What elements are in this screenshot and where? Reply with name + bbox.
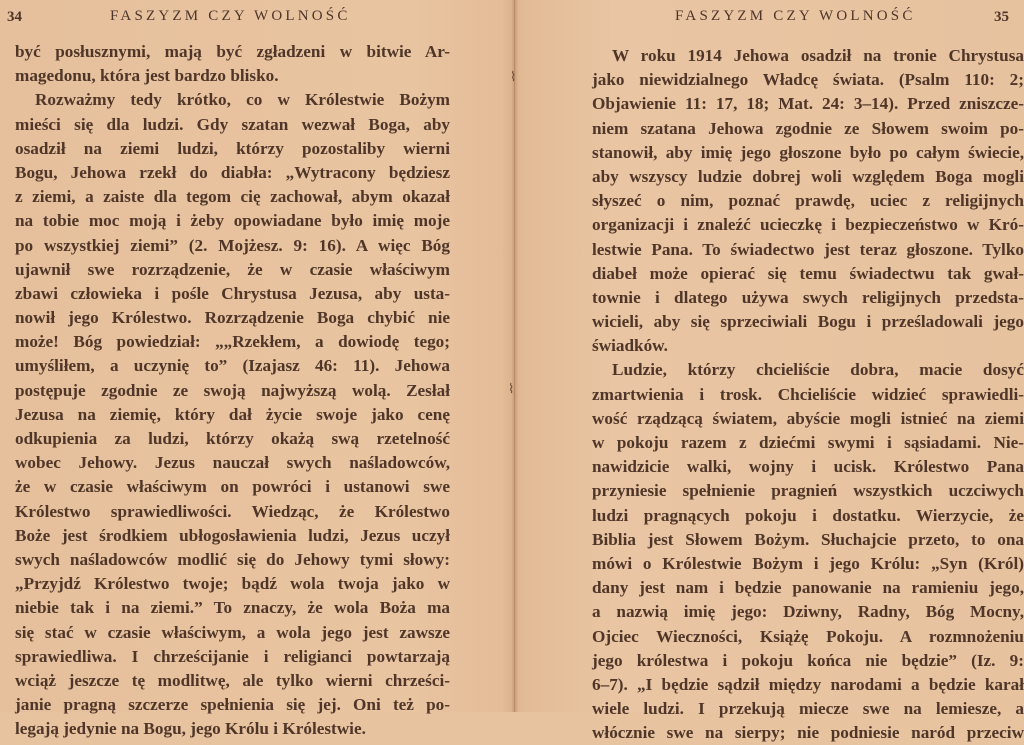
text-line: przyniesie spełnienie pragnień wszystkich uczciwych <box>592 481 1024 501</box>
text-line: że w czasie właściwym on powróci i ustanowi swe <box>15 477 450 497</box>
text-line: Objawienie 11: 17, 18; Mat. 24: 3–14). Przed zniszcze- <box>592 94 1024 114</box>
text-line: Boże jest środkiem ubłogosławienia ludzi, Jezus uczył <box>15 525 450 545</box>
text-line: w pokoju razem z dziećmi swymi i sąsiadami. Nie- <box>592 433 1024 452</box>
text-line: wobec Jehowy. Jezus nauczał swych naśladowców, <box>15 453 450 473</box>
text-line: włócznie swe na sierpy; nie podniesie naród przeciw <box>592 723 1024 743</box>
right-page-body-text <box>592 44 1024 745</box>
right-page <box>518 0 1024 743</box>
text-line: jego królestwa i pokoju końca nie będzie” (Iz. 9: <box>592 650 1024 670</box>
text-line: janie pragną szczerze spełnienia się jej. Oni też po- <box>15 695 450 715</box>
text-line: osadził na ziemi ludzi, którzy pozostaliby wierni <box>15 138 450 158</box>
text-line: się stać w czasie właściwym, a wola jego jest zawsze <box>15 622 450 642</box>
text-line: świadków. <box>592 336 668 356</box>
text-line: ludzi pragnących pokoju i dostatku. Wierzycie, że <box>592 505 1024 525</box>
text-line: Rozważmy tedy krótko, co w Królestwie Bożym <box>35 90 450 110</box>
text-line: dany jest nam i będzie panowanie na ramieniu jego, <box>592 578 1024 598</box>
text-line: lestwie Pana. To świadectwo jest teraz głoszone. Tylko <box>592 239 1024 259</box>
text-line: może! Bóg powiedział: „„Rzekłem, a dowiodę tego; <box>15 332 450 352</box>
text-line: „Przyjdź Królestwo twoje; bądź wola twoja jako w <box>15 574 450 594</box>
text-line: mieści się dla ludzi. Gdy szatan wezwał Boga, aby <box>15 114 450 134</box>
text-line: diabeł może opierać się temu świadectwu tak gwał- <box>592 263 1024 283</box>
text-line: po wszystkiej ziemi” (2. Mojżesz. 9: 16). A więc Bóg <box>15 235 450 255</box>
text-line: Biblia jest Słowem Bożym. Słuchajcie przeto, to ona <box>592 529 1024 549</box>
text-line: umyśliłem, a uczynię to” (Izajasz 46: 11). Jehowa <box>15 356 450 376</box>
text-line: townie i dlatego używa swych religijnych przedsta- <box>592 287 1024 307</box>
page-number-right: 35 <box>994 9 1009 25</box>
text-line: jako niewidzialnego Władcę świata. (Psalm 110: 2; <box>592 70 1024 90</box>
text-line: z ziemi, a zaiste dla tegom cię zachował, abym okazał <box>15 187 450 207</box>
text-line: postępuje zgodnie ze swoją najwyższą wolą. Zesłał <box>15 380 450 400</box>
text-line: organizacji i znaleźć ucieczkę i bezpieczeństwo w Kró- <box>592 215 1024 235</box>
text-line: odkupienia za ludzi, którzy okażą swą rzetelność <box>15 429 450 448</box>
gutter-fold-line <box>514 0 515 712</box>
left-page <box>0 0 515 739</box>
text-line: Bogu, Jehowa rzekł do diabła: „Wytracony będziesz <box>15 162 450 182</box>
text-line: Ludzie, którzy chcieliście dobra, macie dosyć <box>612 360 1024 380</box>
text-line: stanowił, aby imię jego głoszone było po całym świecie, <box>592 142 1024 162</box>
running-head-left: FASZYZM CZY WOLNOŚĆ <box>110 8 351 24</box>
text-line: nowił jego Królestwo. Rozrządzenie Boga chybić nie <box>15 308 450 328</box>
text-line: wicieli, aby się sprzeciwiali Bogu i prześladowali jego <box>592 312 1024 332</box>
text-line: być posłusznymi, mają być zgładzeni w bitwie Ar- <box>15 42 450 61</box>
text-line: słyszeć o nim, poznać prawdę, uciec z religijnych <box>592 191 1024 211</box>
gutter-tear-mark: ⌇ <box>510 70 517 85</box>
text-line: zbawi człowieka i pośle Chrystusa Jezusa, aby usta- <box>15 283 450 303</box>
text-line: aby wszyscy ludzie dobrej woli względem Boga mogli <box>592 166 1024 186</box>
text-line: zmartwienia i trosk. Chcieliście widzieć sprawiedli- <box>592 384 1024 404</box>
text-line: a nazwią imię jego: Dziwny, Radny, Bóg Mocny, <box>592 602 1024 622</box>
text-line: W roku 1914 Jehowa osadził na tronie Chrystusa <box>612 46 1024 65</box>
running-head-right: FASZYZM CZY WOLNOŚĆ <box>675 8 916 24</box>
text-line: 6–7). „I będzie sądził między narodami a będzie karał <box>592 674 1024 694</box>
text-line: mówi o Królestwie Bożym i jego Królu: „Syn (Król) <box>592 553 1024 573</box>
text-line: nawidzicie walki, wojny i ucisk. Królestwo Pana <box>592 457 1024 477</box>
text-line: legają jedynie na Bogu, jego Królu i Królestwie. <box>15 719 366 739</box>
text-line: ujawnił swe rozrządzenie, że w czasie właściwym <box>15 259 450 279</box>
text-line: swych naśladowców modlić się do Jehowy tymi słowy: <box>15 549 450 569</box>
text-line: Jezusa na ziemię, który dał życie swoje jako cenę <box>15 404 450 424</box>
left-page-body-text <box>15 40 450 741</box>
text-line: wciąż jeszcze tę modlitwę, ale tylko wierni chrześci- <box>15 670 450 690</box>
page-number-left: 34 <box>7 9 22 25</box>
text-line: niebie tak i na ziemi.” To znaczy, że wola Boża ma <box>15 598 450 618</box>
text-line: niem szatana Jehowa zgodnie ze Słowem swoim po- <box>592 118 1024 138</box>
gutter-ink-mark: ⌇ <box>508 382 515 397</box>
text-line: wość rządzącą światem, abyście mogli istnieć na ziemi <box>592 408 1024 428</box>
text-line: magedonu, która jest bardzo blisko. <box>15 66 279 86</box>
text-line: na tobie moc moją i żeby opowiadane było imię moje <box>15 211 450 231</box>
text-line: Królestwo sprawiedliwości. Wiedząc, że Królestwo <box>15 501 450 521</box>
text-line: sprawiedliwa. I chrześcijanie i religianci powtarzają <box>15 646 450 666</box>
text-line: Ojciec Wieczności, Książę Pokoju. A rozmnożeniu <box>592 626 1024 646</box>
text-line: wiele ludzi. I przekują miecze swe na lemiesze, a <box>592 699 1024 719</box>
